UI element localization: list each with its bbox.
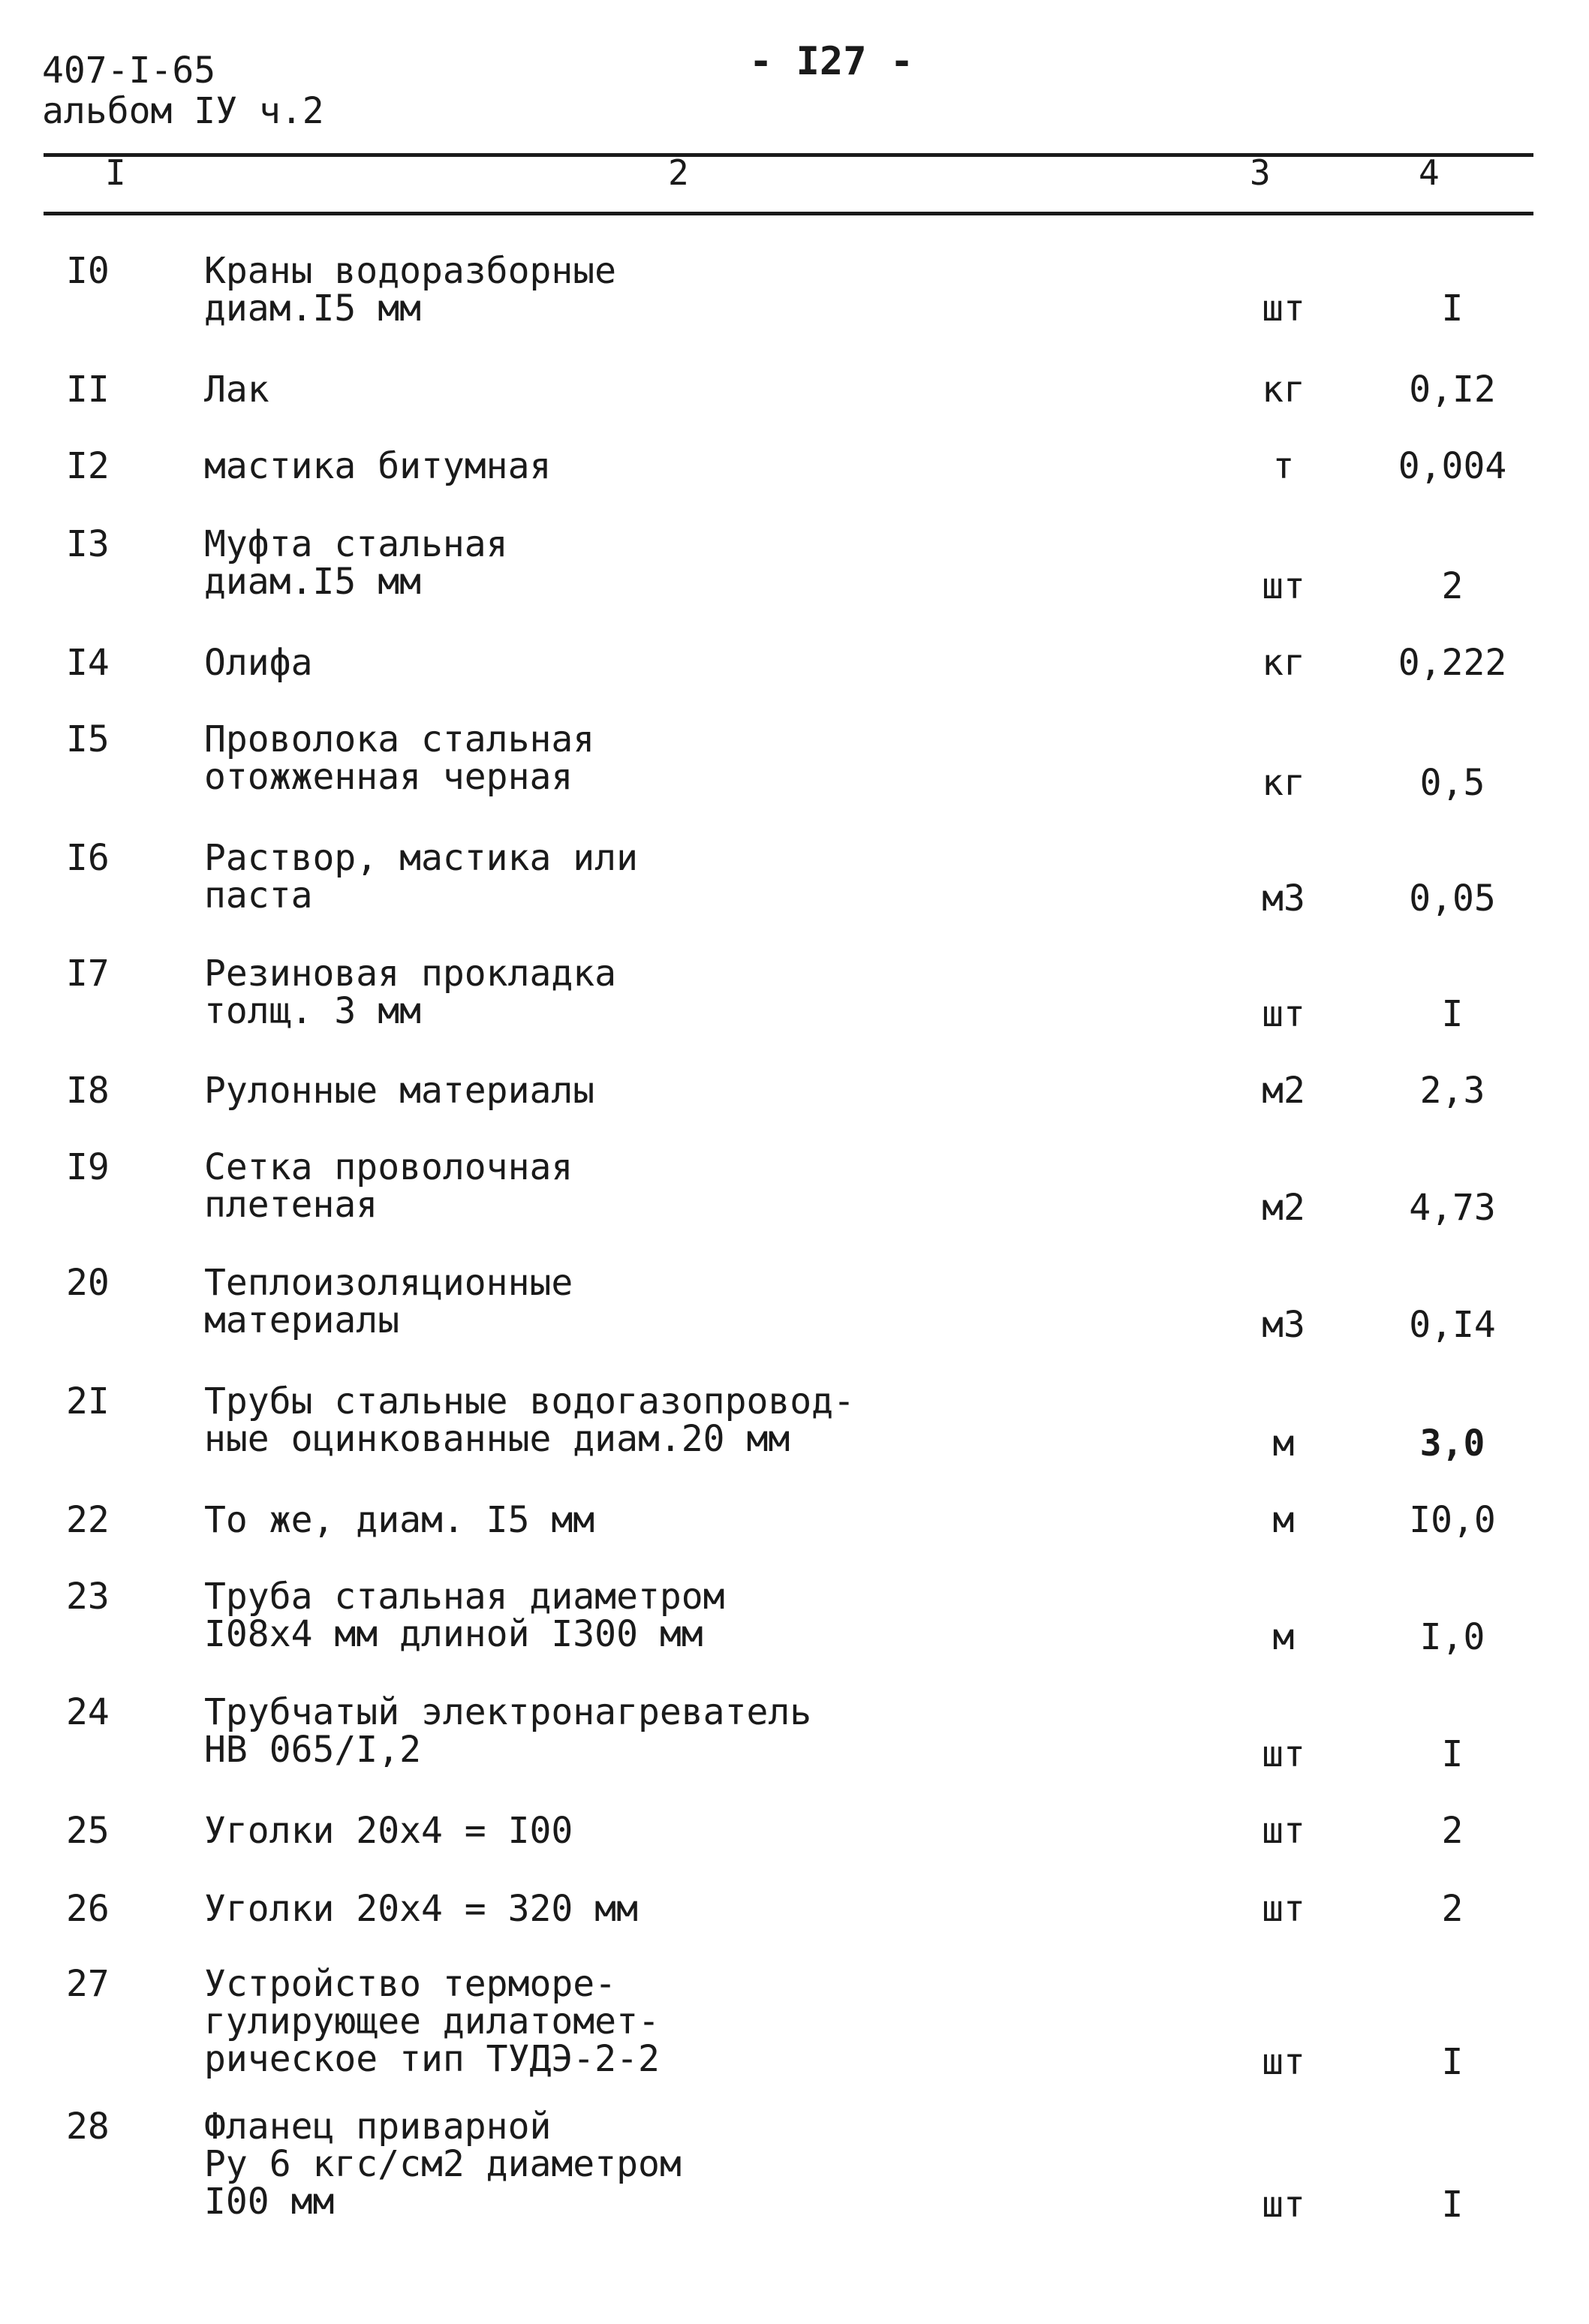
row-unit: шт — [1262, 993, 1305, 1035]
row-name: Олифа — [204, 642, 313, 684]
row-name: Сетка проволочная плетеная — [204, 1146, 573, 1226]
row-name: Проволока стальная отожженная черная — [204, 718, 595, 798]
row-unit: м — [1272, 1499, 1295, 1541]
row-number: 23 — [66, 1576, 110, 1618]
row-qty: 0,222 — [1398, 642, 1507, 684]
row-qty: I — [1441, 287, 1464, 330]
row-number: I3 — [66, 523, 110, 565]
row-qty: I — [1441, 2184, 1464, 2226]
row-unit: м3 — [1262, 1304, 1305, 1346]
row-name: Устройство терморе- гулирующее дилатомет- рическое тип ТУДЭ-2-2 — [204, 1963, 660, 2080]
row-name: мастика битумная — [204, 445, 552, 487]
row-qty: 0,I4 — [1409, 1304, 1496, 1346]
row-name: Уголки 20x4 = I00 — [204, 1810, 573, 1852]
row-name: Труба стальная диаметром I08x4 мм длиной I300 мм — [204, 1576, 725, 1655]
row-unit: т — [1272, 445, 1295, 487]
row-qty: I — [1441, 1733, 1464, 1775]
row-name: Фланец приварной Ру 6 кгс/см2 диаметром I00 мм — [204, 2106, 682, 2223]
row-number: 2I — [66, 1380, 110, 1422]
column-header-4: 4 — [1419, 152, 1440, 193]
row-unit: м2 — [1262, 1070, 1305, 1112]
row-name: Краны водоразборные диам.I5 мм — [204, 250, 617, 330]
row-number: I7 — [66, 953, 110, 995]
row-number: I2 — [66, 445, 110, 487]
row-name: Резиновая прокладка толщ. 3 мм — [204, 953, 617, 1032]
row-unit: шт — [1262, 287, 1305, 330]
row-unit: шт — [1262, 1888, 1305, 1930]
row-unit: кг — [1262, 642, 1305, 684]
row-qty: 2 — [1441, 565, 1464, 607]
row-qty: 3,0 — [1419, 1422, 1485, 1465]
row-qty: 0,004 — [1398, 445, 1507, 487]
row-qty: 2,3 — [1419, 1070, 1485, 1112]
row-number: 25 — [66, 1810, 110, 1852]
row-qty: I0,0 — [1409, 1499, 1496, 1541]
row-number: I6 — [66, 837, 110, 879]
row-qty: I — [1441, 2041, 1464, 2083]
column-header-2: 2 — [668, 152, 689, 193]
row-name: Раствор, мастика или паста — [204, 837, 638, 917]
album-label: альбом IУ ч.2 — [42, 90, 324, 132]
row-number: 27 — [66, 1963, 110, 2005]
row-unit: кг — [1262, 762, 1305, 804]
row-unit: м3 — [1262, 878, 1305, 920]
row-name: Трубчатый электронагреватель НВ 065/I,2 — [204, 1691, 812, 1771]
row-number: 28 — [66, 2106, 110, 2148]
row-number: 22 — [66, 1499, 110, 1541]
row-number: 26 — [66, 1888, 110, 1930]
row-qty: 0,I2 — [1409, 369, 1496, 411]
document-code: 407-I-65 — [42, 50, 216, 92]
row-unit: шт — [1262, 1810, 1305, 1852]
row-unit: м2 — [1262, 1187, 1305, 1229]
column-header-3: 3 — [1250, 152, 1271, 193]
row-qty: 0,05 — [1409, 878, 1496, 920]
row-unit: шт — [1262, 2184, 1305, 2226]
row-unit: шт — [1262, 565, 1305, 607]
column-header-1: I — [105, 152, 126, 193]
row-name: Рулонные материалы — [204, 1070, 595, 1112]
row-qty: I,0 — [1419, 1616, 1485, 1658]
row-number: 24 — [66, 1691, 110, 1733]
row-number: I5 — [66, 718, 110, 760]
row-name: Трубы стальные водогазопровод- ные оцинкованные диам.20 мм — [204, 1380, 855, 1460]
row-name: Лак — [204, 369, 269, 411]
row-name: То же, диам. I5 мм — [204, 1499, 595, 1541]
row-qty: 2 — [1441, 1810, 1464, 1852]
row-unit: м — [1272, 1616, 1295, 1658]
row-qty: 4,73 — [1409, 1187, 1496, 1229]
row-unit: шт — [1262, 2041, 1305, 2083]
row-name: Уголки 20x4 = 320 мм — [204, 1888, 638, 1930]
row-number: I8 — [66, 1070, 110, 1112]
row-qty: I — [1441, 993, 1464, 1035]
row-number: I9 — [66, 1146, 110, 1188]
row-number: 20 — [66, 1262, 110, 1304]
row-qty: 2 — [1441, 1888, 1464, 1930]
row-unit: шт — [1262, 1733, 1305, 1775]
header-rule-bottom — [44, 212, 1533, 215]
header-rule-top — [44, 153, 1533, 157]
page-number: - I27 - — [749, 39, 914, 84]
row-number: II — [66, 369, 110, 411]
row-qty: 0,5 — [1419, 762, 1485, 804]
row-name: Теплоизоляционные материалы — [204, 1262, 573, 1341]
row-number: I4 — [66, 642, 110, 684]
row-unit: м — [1272, 1422, 1295, 1465]
row-number: I0 — [66, 250, 110, 292]
row-name: Муфта стальная диам.I5 мм — [204, 523, 508, 603]
row-unit: кг — [1262, 369, 1305, 411]
